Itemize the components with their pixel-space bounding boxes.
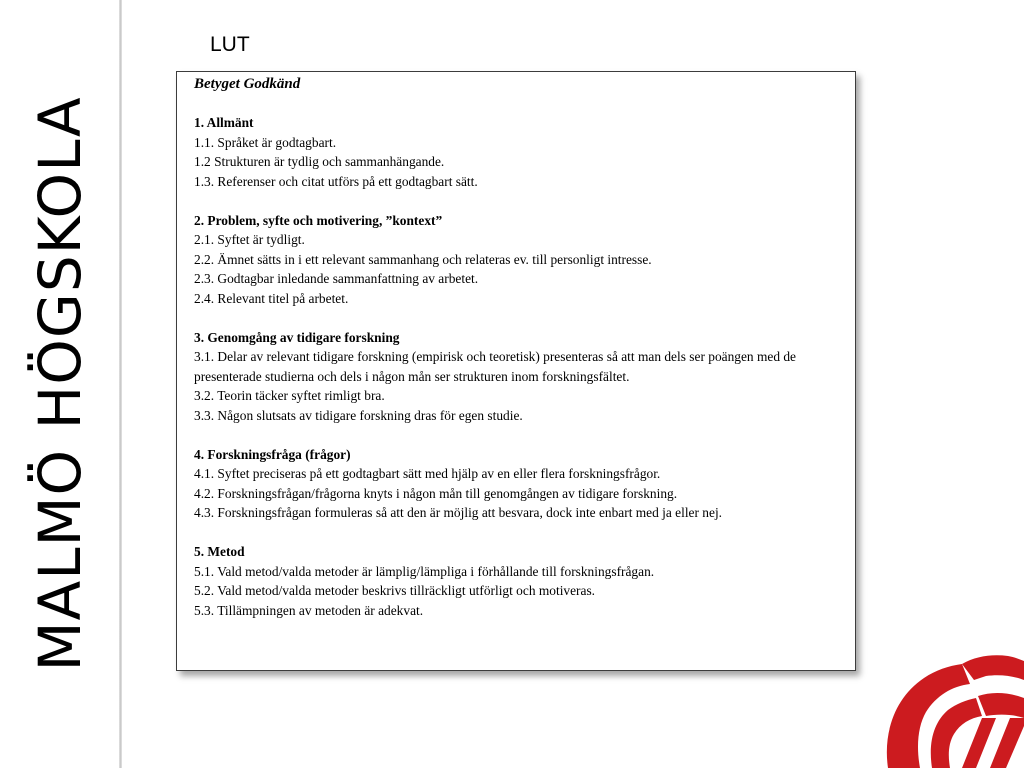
slide-title: LUT [210,33,250,56]
section-method [194,542,845,620]
section-general [194,113,845,191]
section-title: 1. Allmänt [194,115,254,130]
section-title: 5. Metod [194,544,245,559]
brand-sidebar [0,0,121,768]
criterion-item: 3.3. Någon slutsats av tidigare forskning dras för egen studie. [194,407,523,423]
logo-shape [887,655,1024,768]
section-title: 4. Forskningsfråga (frågor) [194,446,351,462]
section-problem [194,211,845,309]
section-title: 3. Genomgång av tidigare forskning [194,329,400,345]
criterion-item: 4.3. Forskningsfrågan formuleras så att den är möjlig att besvara, dock inte enbart med ja eller nej. [194,505,723,520]
criterion-item: 5.1. Vald metod/valda metoder är lämplig/lämpliga i förhållande till forskningsfrågan. [194,563,655,579]
criterion-item: 5.3. Tillämpningen av metoden är adekvat. [194,602,424,618]
criterion-item: 5.2. Vald metod/valda metoder beskrivs tillräckligt utförligt och motiveras. [194,583,596,598]
criterion-item: 1.3. Referenser och citat utförs på ett godtagbart sätt. [194,173,478,189]
criterion-item: 2.1. Syftet är tydligt. [194,232,305,247]
criterion-item: 3.2. Teorin täcker syftet rimligt bra. [194,388,385,403]
criterion-item: 1.2 Strukturen är tydlig och sammanhängande. [194,154,445,169]
section-title: 2. Problem, syfte och motivering, ”kontext” [194,212,443,228]
criterion-item: 2.3. Godtagbar inledande sammanfattning av arbetet. [194,271,479,286]
criterion-item: 4.1. Syftet preciseras på ett godtagbart sätt med hjälp av en eller flera forskningsfrågor. [194,466,661,481]
section-research-question [194,445,845,523]
document-box [176,71,856,671]
criterion-item: 3.1. Delar av relevant tidigare forskning (empirisk och teoretisk) presenteras så att man dels ser poängen med de presenterade studierna och dels i någon mån ser strukturen inom forskningsfältet. [194,349,796,384]
criterion-item: 4.2. Forskningsfrågan/frågorna knyts i någon mån till genomgången av tidigare forskning. [194,485,678,501]
section-previous-research [194,328,845,426]
brand-wordmark: MALMÖ HÖGSKOLA [26,96,94,672]
document-heading: Betyget Godkänd [194,76,301,92]
criterion-item: 2.2. Ämnet sätts in i ett relevant sammanhang och relateras ev. till personligt intresse. [194,251,652,267]
sidebar-divider [119,0,122,768]
criterion-item: 2.4. Relevant titel på arbetet. [194,290,349,306]
criterion-item: 1.1. Språket är godtagbart. [194,134,337,150]
malmo-hogskola-logo-icon [878,626,1024,768]
